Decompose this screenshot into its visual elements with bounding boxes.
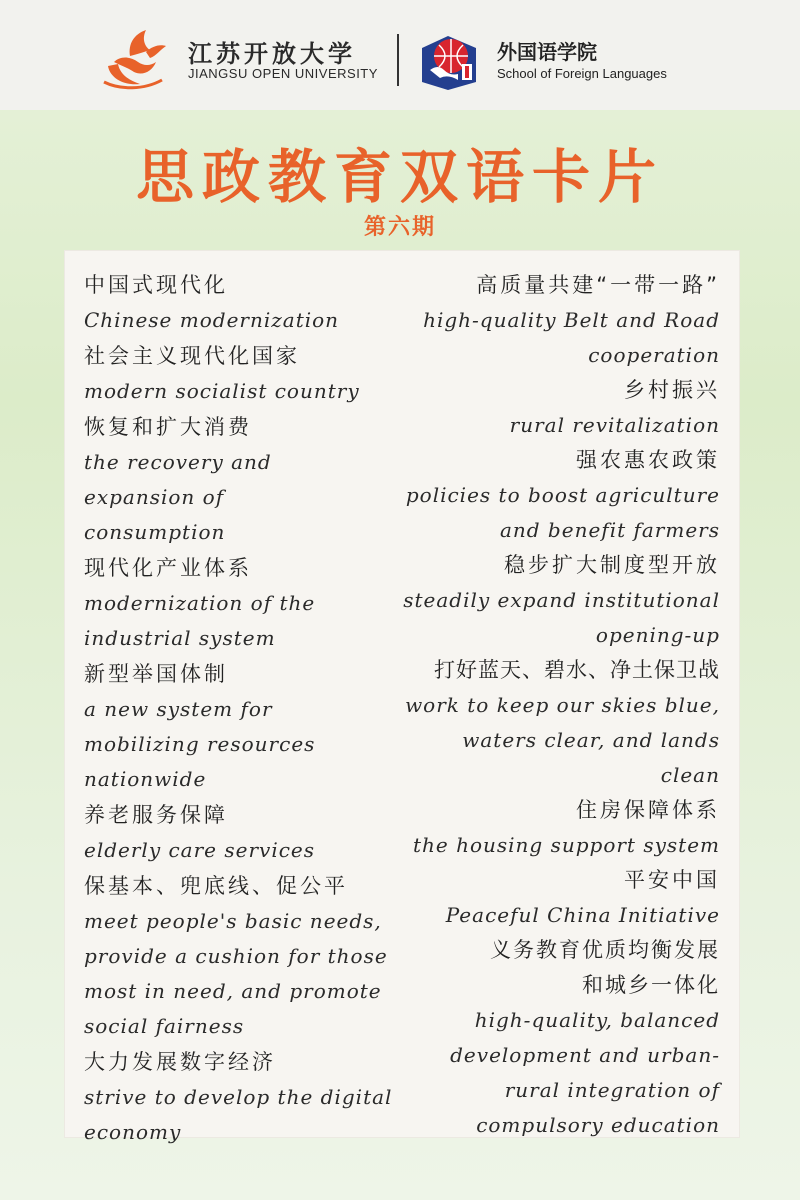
term-cn: 平安中国 <box>624 868 720 892</box>
term-en: the recovery and expansion of consumption <box>84 450 272 544</box>
term-item <box>400 268 720 373</box>
term-en: steadily expand institutional opening-up <box>403 588 720 647</box>
university-name-en: JIANGSU OPEN UNIVERSITY <box>188 66 378 81</box>
term-item <box>400 373 720 443</box>
school-name-en: School of Foreign Languages <box>497 66 667 81</box>
term-en: Chinese modernization <box>84 308 340 332</box>
term-en: Peaceful China Initiative <box>445 903 720 927</box>
term-item <box>400 863 720 933</box>
term-item <box>84 551 394 656</box>
university-name-cn: 江苏开放大学 <box>188 39 356 68</box>
page-title: 思政教育双语卡片 <box>135 143 664 211</box>
left-term-column <box>84 268 394 1151</box>
term-cn: 乡村振兴 <box>624 378 720 402</box>
term-item <box>84 410 394 550</box>
term-item <box>400 548 720 653</box>
term-cn: 恢复和扩大消费 <box>84 415 252 439</box>
term-cn: 中国式现代化 <box>84 273 228 297</box>
term-item <box>84 339 394 409</box>
term-en: high-quality Belt and Road cooperation <box>423 308 720 367</box>
term-item <box>84 798 394 868</box>
term-cn: 义务教育优质均衡发展和城乡一体化 <box>490 938 720 997</box>
term-en: modern socialist country <box>84 379 360 403</box>
term-en: a new system for mobilizing resources nationwide <box>84 697 316 791</box>
term-item <box>84 869 394 1044</box>
term-en: high-quality, balanced development and urban-rural integration of compulsory education <box>450 1008 720 1137</box>
term-item <box>400 793 720 863</box>
term-cn: 养老服务保障 <box>84 803 228 827</box>
term-item <box>400 933 720 1143</box>
term-en: policies to boost agriculture and benefit farmers <box>405 483 720 542</box>
term-cn: 大力发展数字经济 <box>84 1050 276 1074</box>
term-item <box>84 657 394 797</box>
term-cn: 强农惠农政策 <box>576 448 720 472</box>
term-item <box>400 443 720 548</box>
term-item <box>400 653 720 793</box>
header-band <box>0 0 800 110</box>
term-cn: 高质量共建“一带一路” <box>476 273 720 297</box>
school-logo-icon <box>418 30 480 92</box>
term-en: meet people's basic needs, provide a cushion for those most in need, and promote social fairness <box>84 909 388 1038</box>
term-cn: 新型举国体制 <box>84 662 228 686</box>
term-cn: 打好蓝天、碧水、净土保卫战 <box>434 658 720 682</box>
term-en: elderly care services <box>84 838 316 862</box>
term-en: work to keep our skies blue, waters clear, and lands clean <box>405 693 720 787</box>
issue-label: 第六期 <box>363 215 436 240</box>
term-item <box>84 1045 394 1150</box>
university-logo-icon <box>100 26 172 92</box>
term-en: the housing support system <box>412 833 720 857</box>
term-en: modernization of the industrial system <box>84 591 316 650</box>
term-cn: 住房保障体系 <box>576 798 720 822</box>
term-cn: 社会主义现代化国家 <box>84 344 300 368</box>
right-term-column <box>400 268 720 1143</box>
school-name-cn: 外国语学院 <box>497 40 597 64</box>
term-en: rural revitalization <box>509 413 720 437</box>
term-en: strive to develop the digital economy <box>84 1085 393 1144</box>
header-divider <box>397 34 399 86</box>
term-cn: 稳步扩大制度型开放 <box>504 553 720 577</box>
term-cn: 现代化产业体系 <box>84 556 252 580</box>
term-cn: 保基本、兜底线、促公平 <box>84 874 348 898</box>
term-item <box>84 268 394 338</box>
